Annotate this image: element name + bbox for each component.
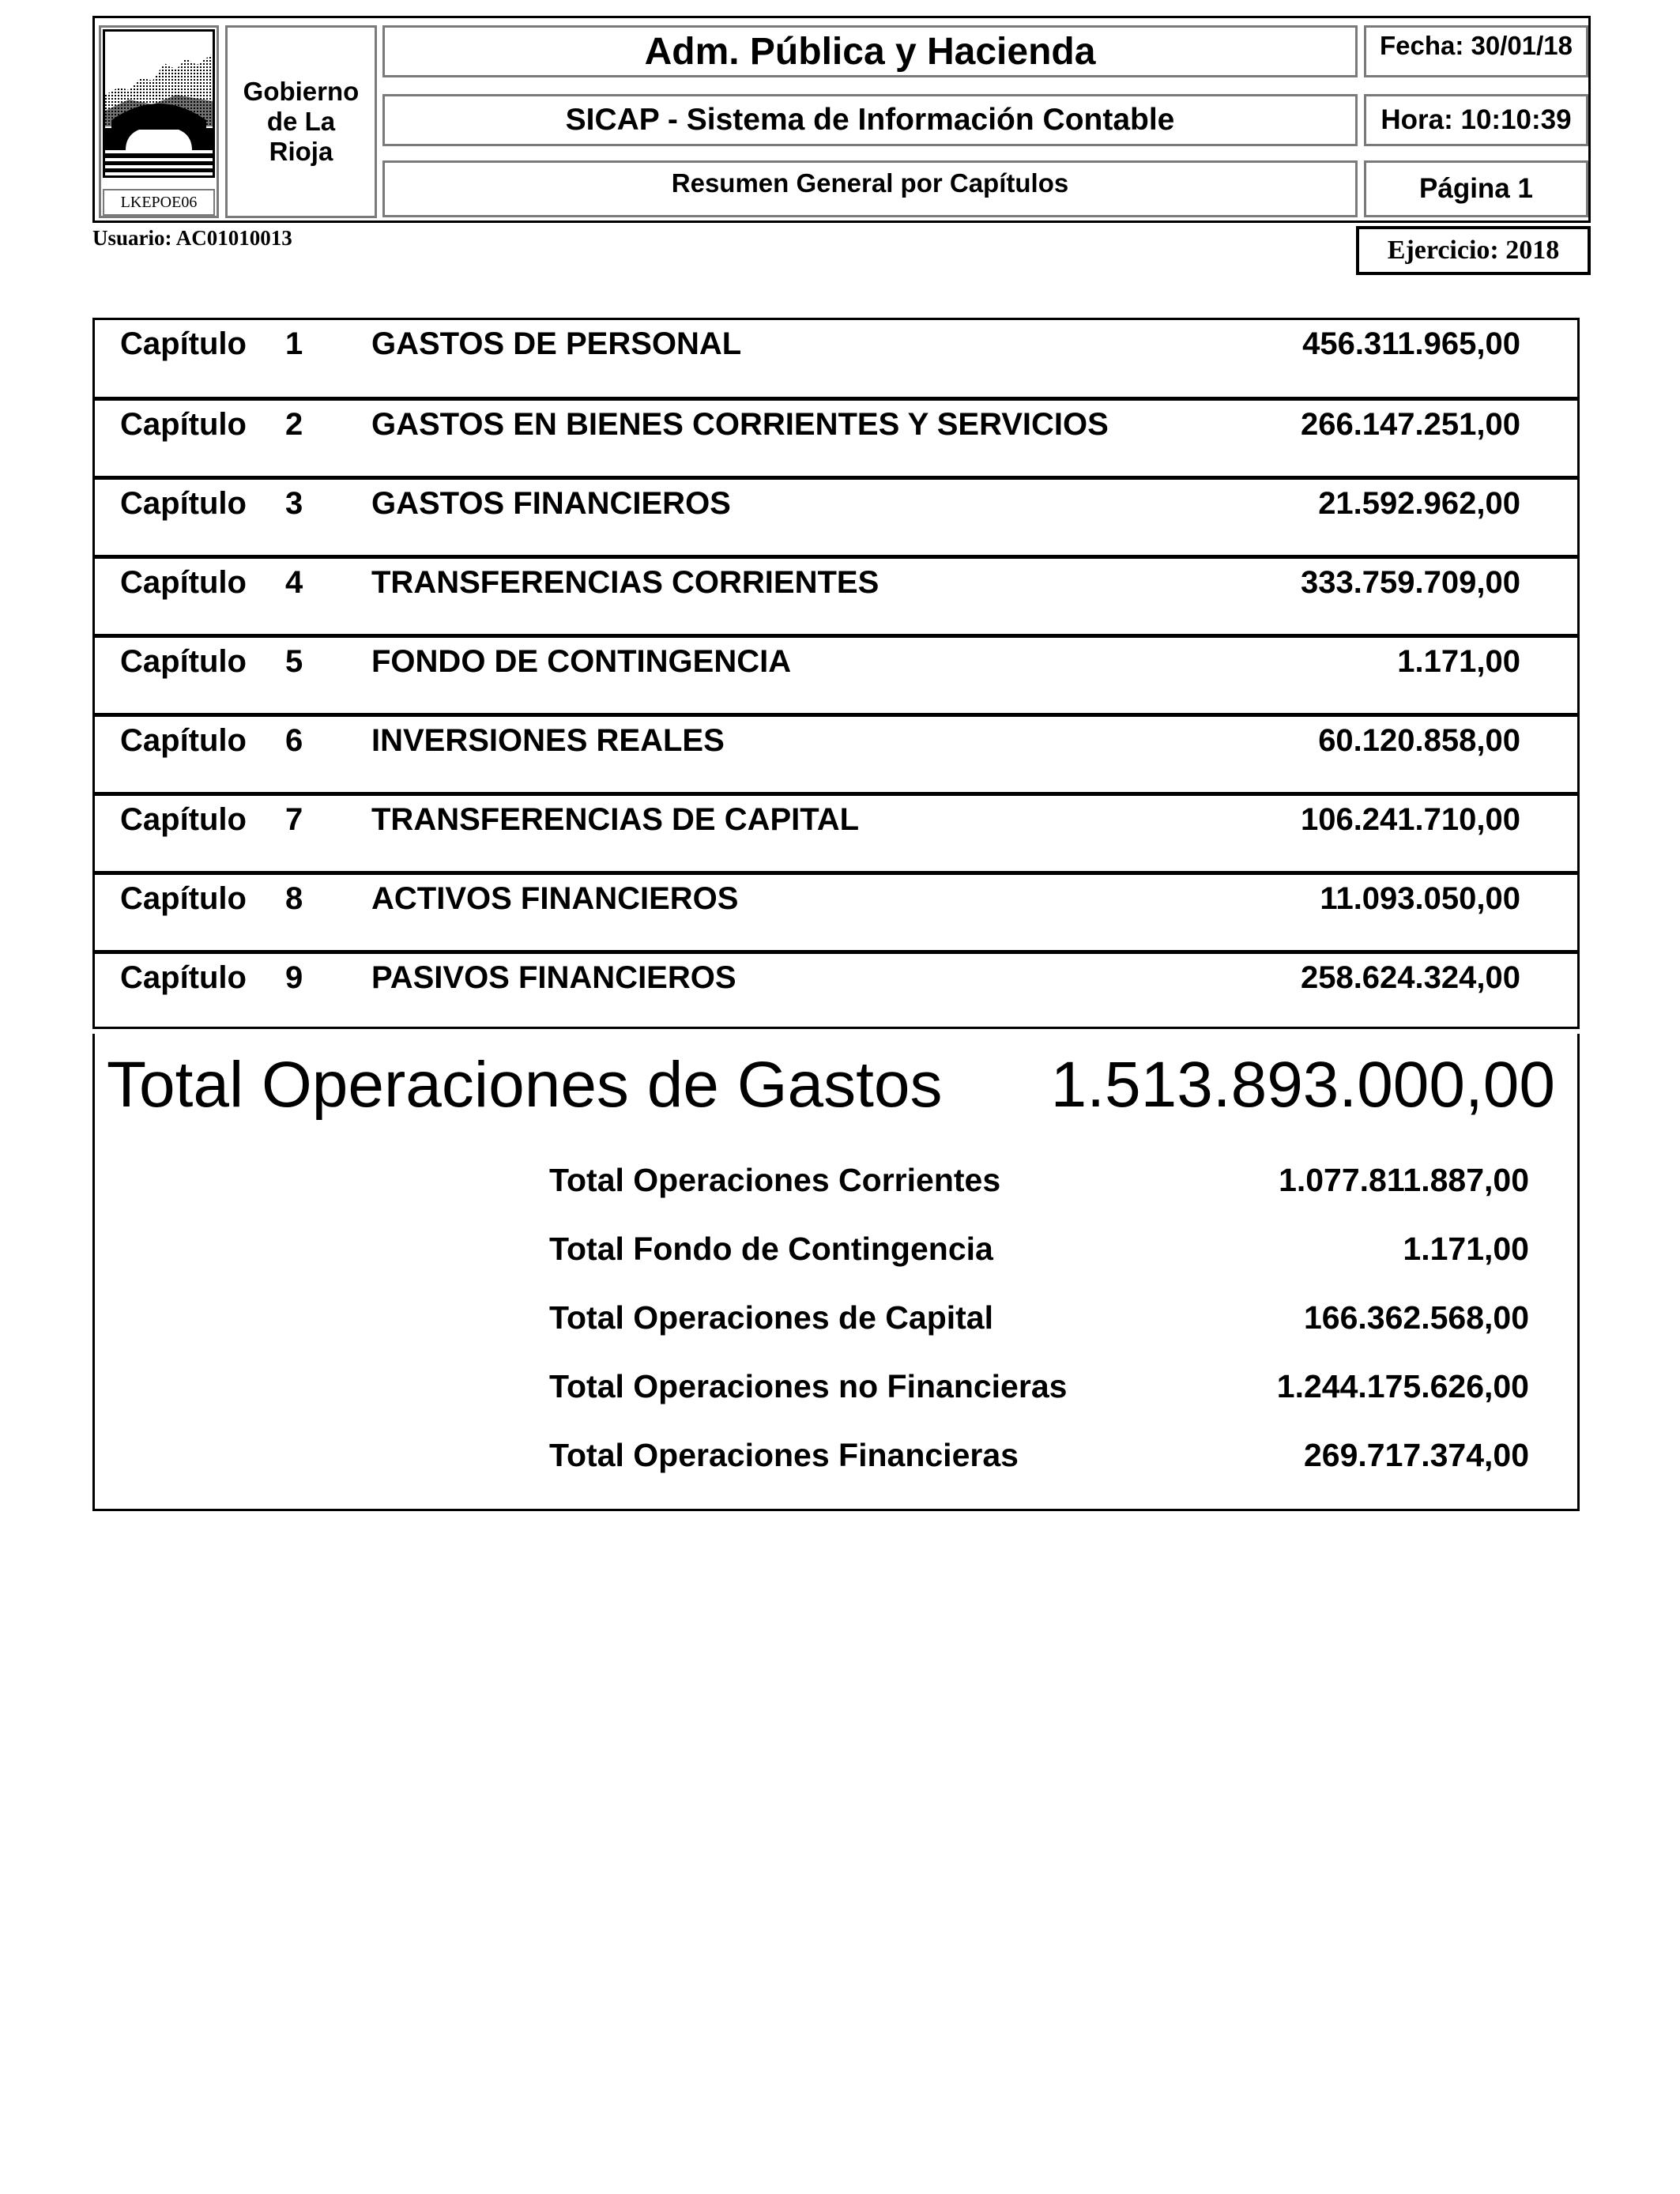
- chapter-number: 5: [285, 644, 303, 679]
- chapter-description: INVERSIONES REALES: [371, 723, 725, 758]
- chapter-label: Capítulo: [120, 565, 247, 600]
- chapter-amount: 333.759.709,00: [1300, 565, 1520, 600]
- issuer-name: [225, 25, 377, 218]
- chapter-description: GASTOS FINANCIEROS: [371, 486, 731, 521]
- issuer-line: Rioja: [269, 137, 333, 166]
- issuer-line: Gobierno: [243, 77, 360, 106]
- chapter-row: [92, 871, 1580, 950]
- report-title: Resumen General por Capítulos: [382, 160, 1358, 217]
- chapter-number: 8: [285, 881, 303, 916]
- subtotal-row: [549, 1437, 1529, 1484]
- chapter-amount: 106.241.710,00: [1300, 802, 1520, 837]
- subtotal-row: [549, 1162, 1529, 1209]
- grand-total-label: Total Operaciones de Gastos: [107, 1049, 943, 1121]
- chapter-label: Capítulo: [120, 802, 247, 837]
- chapter-row: [92, 476, 1580, 555]
- report-time: Hora: 10:10:39: [1364, 94, 1588, 146]
- chapter-description: GASTOS DE PERSONAL: [371, 326, 742, 361]
- chapter-label: Capítulo: [120, 960, 247, 995]
- chapter-number: 2: [285, 407, 303, 442]
- chapter-number: 9: [285, 960, 303, 995]
- chapter-row: [92, 555, 1580, 634]
- chapter-amount: 11.093.050,00: [1320, 881, 1520, 916]
- fiscal-year: Ejercicio: 2018: [1356, 226, 1591, 275]
- subtotal-label: Total Operaciones Corrientes: [549, 1162, 1001, 1198]
- subtotal-amount: 166.362.568,00: [1304, 1299, 1529, 1336]
- chapter-number: 3: [285, 486, 303, 521]
- chapter-number: 7: [285, 802, 303, 837]
- chapter-row: [92, 950, 1580, 1029]
- totals-section: [92, 1034, 1580, 1511]
- chapter-amount: 266.147.251,00: [1300, 407, 1520, 442]
- subtotal-label: Total Fondo de Contingencia: [549, 1231, 993, 1267]
- subtotal-label: Total Operaciones de Capital: [549, 1299, 993, 1336]
- chapter-amount: 258.624.324,00: [1300, 960, 1520, 995]
- chapter-amount: 1.171,00: [1397, 644, 1520, 679]
- chapter-amount: 21.592.962,00: [1318, 486, 1520, 521]
- subtotal-row: [549, 1299, 1529, 1347]
- chapter-description: TRANSFERENCIAS CORRIENTES: [371, 565, 880, 600]
- bridge-mountain-logo-icon: [105, 32, 213, 175]
- chapter-amount: 456.311.965,00: [1302, 326, 1520, 361]
- subtotal-label: Total Operaciones no Financieras: [549, 1368, 1068, 1404]
- issuer-line: de La: [266, 107, 336, 136]
- subtotal-amount: 269.717.374,00: [1304, 1437, 1529, 1473]
- page-number: Página 1: [1364, 160, 1588, 217]
- subtotal-amount: 1.244.175.626,00: [1276, 1368, 1529, 1404]
- chapter-label: Capítulo: [120, 486, 247, 521]
- grand-total-amount: 1.513.893.000,00: [1050, 1049, 1555, 1121]
- subtotal-amount: 1.077.811.887,00: [1279, 1162, 1529, 1198]
- chapter-number: 1: [285, 326, 303, 361]
- chapters-table: [92, 318, 1580, 1029]
- subtotal-label: Total Operaciones Financieras: [549, 1437, 1019, 1473]
- report-code: LKEPOE06: [103, 189, 215, 216]
- chapter-description: FONDO DE CONTINGENCIA: [371, 644, 792, 679]
- department-title: Adm. Pública y Hacienda: [382, 25, 1358, 77]
- chapter-label: Capítulo: [120, 644, 247, 679]
- report-date: Fecha: 30/01/18: [1364, 25, 1588, 77]
- chapter-description: TRANSFERENCIAS DE CAPITAL: [371, 802, 860, 837]
- subtotal-row: [549, 1368, 1529, 1416]
- system-title: SICAP - Sistema de Información Contable: [382, 94, 1358, 146]
- user-id: Usuario: AC01010013: [92, 226, 292, 250]
- chapter-row: [92, 634, 1580, 713]
- chapter-row: [92, 713, 1580, 792]
- chapter-number: 4: [285, 565, 303, 600]
- chapter-description: PASIVOS FINANCIEROS: [371, 960, 736, 995]
- report-header: [92, 16, 1591, 223]
- chapter-description: ACTIVOS FINANCIEROS: [371, 881, 739, 916]
- chapter-description: GASTOS EN BIENES CORRIENTES Y SERVICIOS: [371, 407, 1109, 442]
- subtotal-row: [549, 1231, 1529, 1278]
- subtotal-amount: 1.171,00: [1403, 1231, 1529, 1267]
- chapter-label: Capítulo: [120, 326, 247, 361]
- chapter-amount: 60.120.858,00: [1318, 723, 1520, 758]
- logo-frame: [99, 25, 219, 218]
- chapter-row: [92, 792, 1580, 871]
- chapter-label: Capítulo: [120, 723, 247, 758]
- chapter-label: Capítulo: [120, 881, 247, 916]
- chapter-number: 6: [285, 723, 303, 758]
- chapter-row: [92, 318, 1580, 397]
- gobierno-la-rioja-logo: [103, 29, 215, 178]
- chapter-label: Capítulo: [120, 407, 247, 442]
- chapter-row: [92, 397, 1580, 476]
